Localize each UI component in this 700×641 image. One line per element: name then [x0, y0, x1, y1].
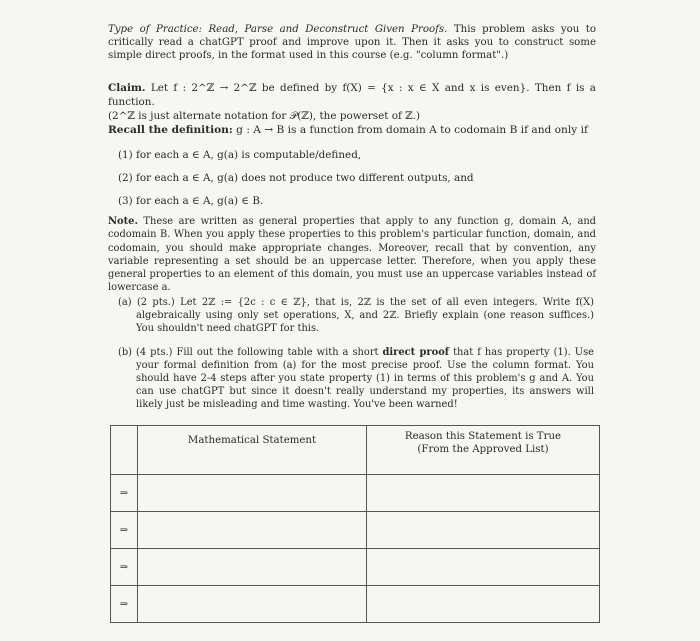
claim-text: Let f : 2^ℤ → 2^ℤ be defined by f(X) = {x : x ∈ X and x is even}. Then f is a function.: [108, 82, 597, 108]
reason-header: [367, 426, 600, 475]
statement-cell[interactable]: [138, 475, 367, 512]
table-row: [111, 586, 600, 623]
recall-definition: [108, 124, 596, 137]
implies-arrow-icon: ⇒: [111, 586, 138, 623]
part-b: [118, 346, 594, 411]
reason-header-line1: Reason this Statement is True: [404, 431, 562, 442]
note-label: Note.: [108, 216, 138, 227]
recall-text: g : A → B is a function from domain A to codomain B if and only if: [236, 124, 588, 136]
condition-3: (3) for each a ∈ A, g(a) ∈ B.: [118, 195, 264, 207]
table-row: [111, 512, 600, 549]
condition-1: (1) for each a ∈ A, g(a) is computable/defined,: [118, 149, 362, 161]
marker-header-cell: [111, 426, 138, 475]
statement-cell[interactable]: [138, 549, 367, 586]
reason-cell[interactable]: [367, 549, 600, 586]
part-a-label: (a) (2 pts.): [118, 297, 175, 308]
reason-cell[interactable]: [367, 586, 600, 623]
statement-header: Mathematical Statement: [138, 426, 367, 475]
table-row: [111, 475, 600, 512]
part-b-bold: direct proof: [382, 347, 450, 358]
implies-arrow-icon: ⇒: [111, 475, 138, 512]
implies-arrow-icon: ⇒: [111, 549, 138, 586]
claim-notation-note: (2^ℤ is just alternate notation for 𝒫(ℤ), the powerset of ℤ.): [108, 109, 421, 122]
condition-2: (2) for each a ∈ A, g(a) does not produce two different outputs, and: [118, 172, 474, 184]
intro-paragraph: [108, 23, 596, 63]
proof-table-header: [111, 426, 600, 475]
part-b-label: (b) (4 pts.): [118, 347, 173, 358]
note-text: These are written as general properties that apply to any function g, domain A, and codomain B. When you apply these properties to this problem's particular function, domain, and codomain, you should make appropriate changes. Moreover, recall that by convention, any variable representing a set should be an uppercase letter. Therefore, when you apply these general properties to an element of this domain, you must use an uppercase variables instead of lowercase a.: [108, 216, 597, 294]
reason-cell[interactable]: [367, 512, 600, 549]
claim-label: Claim.: [108, 82, 146, 94]
recall-label: Recall the definition:: [108, 124, 233, 136]
part-b-text-after: that f has property (1). Use your formal definition from (a) for the most precise proof. Use the column format. You should have 2-4 steps after you state property (1) in terms of this problem's g and A. You can use chatGPT but since it doesn't really understand my properties, its answers will likely just be misleading and time wasting. You've been warned!: [136, 347, 594, 411]
part-b-text-before: Fill out the following table with a short: [176, 347, 379, 358]
note-paragraph: [108, 215, 596, 295]
reason-header-line2: (From the Approved List): [417, 444, 549, 455]
practice-type-label: Type of Practice: Read, Parse and Deconstruct Given Proofs.: [108, 24, 448, 35]
table-row: [111, 549, 600, 586]
implies-arrow-icon: ⇒: [111, 512, 138, 549]
claim-paragraph: [108, 82, 596, 123]
proof-table: [110, 425, 600, 623]
reason-cell[interactable]: [367, 475, 600, 512]
part-a-text: Let 2ℤ := {2c : c ∈ ℤ}, that is, 2ℤ is the set of all even integers. Write f(X) algebraically using only set operations, X, and 2ℤ. Briefly explain (one reason suffices.) You shouldn't need chatGPT for this.: [136, 297, 595, 335]
intro-text: This problem asks you to critically read a chatGPT proof and improve upon it. Then it asks you to construct some simple direct proofs, in the format used in this course (e.g. "column format".): [108, 24, 597, 62]
statement-cell[interactable]: [138, 512, 367, 549]
statement-cell[interactable]: [138, 586, 367, 623]
part-a: [118, 296, 594, 336]
